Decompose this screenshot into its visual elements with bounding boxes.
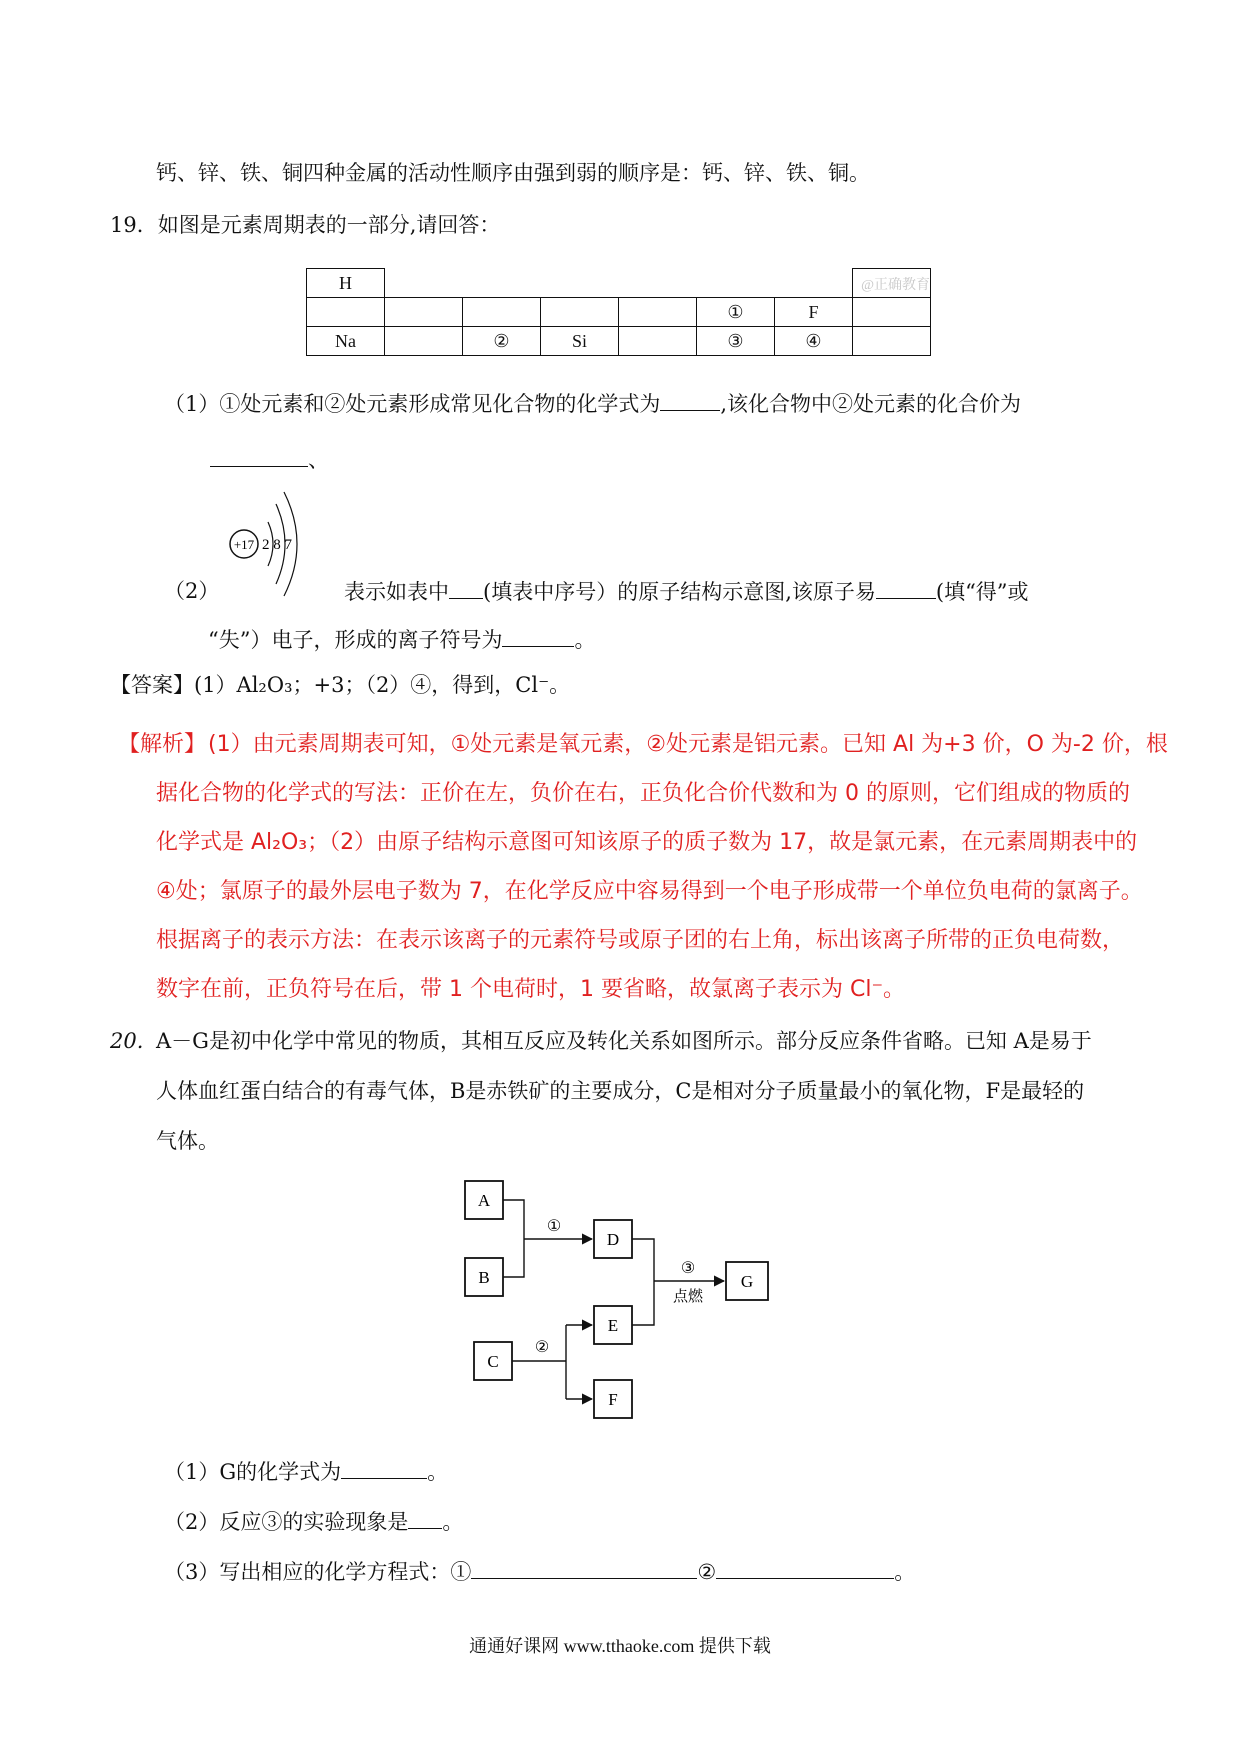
q19-part1-end: 、 — [308, 448, 329, 472]
analysis-line: (1）由元素周期表可知，①处元素是氧元素，②处元素是铝元素。已知 Al 为+3 价，O 为-2 价，根 — [208, 732, 1168, 757]
table-cell — [853, 269, 931, 298]
analysis-line: ④处；氯原子的最外层电子数为 7，在化学反应中容易得到一个电子形成带一个单位负电荷的氯离子。 — [156, 879, 1143, 904]
q20-sub2 — [164, 1506, 463, 1537]
q19-part2-text: 表示如表中 — [344, 580, 449, 604]
table-cell — [853, 327, 931, 356]
table-cell — [619, 298, 697, 327]
answer-blank — [716, 1556, 894, 1579]
table-cell — [307, 298, 385, 327]
q20-sub1 — [164, 1456, 448, 1487]
answer-blank — [471, 1556, 697, 1579]
answer-blank — [408, 1506, 442, 1529]
q20-sub3-mid: ② — [697, 1560, 717, 1584]
connector-de — [632, 1239, 654, 1325]
analysis-line: 化学式是 Al₂O₃；（2）由原子结构示意图可知该原子的质子数为 17，故是氯元素，在元素周期表中的 — [156, 830, 1138, 855]
reaction-flow-diagram — [456, 1180, 776, 1430]
q20-sub1-end: 。 — [427, 1460, 449, 1484]
nucleus-label: +17 — [233, 537, 255, 552]
box-e-label: E — [607, 1316, 619, 1335]
q20-sub2-text: （2）反应③的实验现象是 — [164, 1510, 409, 1534]
q19-answer: 【答案】(1）Al₂O₃；+3；（2）④，得到，Cl⁻。 — [110, 673, 571, 697]
answer-blank — [876, 576, 936, 599]
box-c-label: C — [487, 1352, 499, 1371]
analysis-line: 据化合物的化学式的写法：正价在左，负价在右，正负化合价代数和为 0 的原则，它们组成的物质的 — [156, 781, 1130, 806]
table-cell: ① — [697, 298, 775, 327]
q19-part2-end: 。 — [574, 628, 596, 652]
periodic-table — [306, 268, 931, 356]
q20-line: 气体。 — [156, 1129, 219, 1153]
q19-part1 — [164, 388, 1021, 419]
reaction-2-label: ② — [534, 1337, 550, 1356]
watermark: @正确教育 — [861, 277, 930, 293]
q19-part2-text-d: (填“得”或 — [935, 580, 1029, 604]
q19-part2-label: （2） — [164, 579, 220, 603]
table-cell: Na — [307, 327, 385, 356]
atom-structure-diagram — [222, 488, 322, 598]
q20-sub3 — [164, 1556, 915, 1587]
q19-part2-cont — [208, 624, 595, 655]
table-cell: ② — [463, 327, 541, 356]
q20-line: A－G是初中化学中常见的物质，其相互反应及转化关系如图所示。部分反应条件省略。已知 A是易于 — [156, 1029, 1092, 1053]
q20-sub3-end: 。 — [894, 1560, 916, 1584]
analysis-line: 数字在前，正负符号在后，带 1 个电荷时，1 要省略，故氯离子表示为 Cl⁻。 — [156, 977, 906, 1002]
table-cell: H — [307, 269, 385, 298]
q19-part1-cont — [210, 444, 329, 475]
box-d-label: D — [606, 1230, 620, 1249]
q20-sub1-text: （1）G的化学式为 — [164, 1460, 342, 1484]
q19-part2 — [344, 576, 1029, 607]
ignite-label: 点燃 — [672, 1287, 704, 1305]
table-cell: ④ — [775, 327, 853, 356]
table-cell: ③ — [697, 327, 775, 356]
answer-blank — [210, 444, 308, 467]
q20-sub2-end: 。 — [442, 1510, 464, 1534]
table-cell — [853, 298, 931, 327]
box-g-label: G — [740, 1272, 754, 1291]
reaction-3-label: ③ — [680, 1258, 696, 1277]
answer-blank — [660, 388, 720, 411]
q20-line: 人体血红蛋白结合的有毒气体，B是赤铁矿的主要成分，C是相对分子质量最小的氧化物，F是最轻的 — [156, 1079, 1085, 1103]
connector-ab — [503, 1200, 524, 1277]
table-cell — [385, 298, 463, 327]
q19-part2-text-c: (填表中序号）的原子结构示意图,该原子易 — [483, 580, 876, 604]
footer: 通通好课网 www.tthaoke.com 提供下载 — [469, 1636, 771, 1656]
q19-part2-text-e: “失”）电子，形成的离子符号为 — [208, 628, 503, 652]
box-b-label: B — [478, 1268, 490, 1287]
q19-part1-text: （1）①处元素和②处元素形成常见化合物的化学式为 — [164, 392, 661, 416]
table-cell: Si — [541, 327, 619, 356]
electron-counts: 2 8 7 — [262, 537, 292, 553]
table-cell — [541, 298, 619, 327]
reaction-1-label: ① — [546, 1216, 562, 1235]
answer-blank — [502, 624, 574, 647]
answer-blank — [449, 576, 483, 599]
answer-blank — [341, 1456, 427, 1479]
analysis-label: 【解析】 — [118, 732, 207, 757]
table-cell: F — [775, 298, 853, 327]
table-cell — [385, 327, 463, 356]
q20-number: 20. — [110, 1029, 144, 1053]
box-f-label: F — [608, 1390, 618, 1409]
analysis-line: 根据离子的表示方法：在表示该离子的元素符号或原子团的右上角，标出该离子所带的正负电荷数， — [156, 928, 1125, 953]
intro-line: 钙、锌、铁、铜四种金属的活动性顺序由强到弱的顺序是：钙、锌、铁、铜。 — [156, 161, 870, 185]
q20-sub3-text: （3）写出相应的化学方程式：① — [164, 1560, 472, 1584]
box-a-label: A — [477, 1191, 491, 1210]
table-cell — [463, 298, 541, 327]
q19-part1-text-b: ,该化合物中②处元素的化合价为 — [720, 392, 1022, 416]
table-cell — [619, 327, 697, 356]
q19-stem: 19．如图是元素周期表的一部分,请回答： — [110, 213, 501, 237]
